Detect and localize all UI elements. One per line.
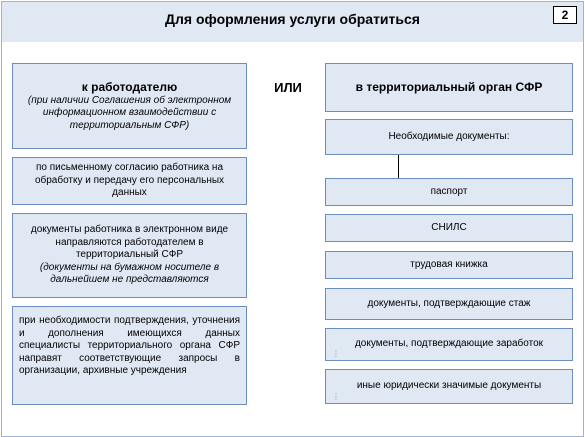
document-item-snils (325, 214, 573, 242)
page-title: Для оформления услуги обратиться (165, 11, 420, 27)
document-item-label: трудовая книжка (410, 258, 488, 270)
document-item-experience (325, 288, 573, 320)
document-item-label: СНИЛС (431, 221, 467, 233)
required-documents-box (325, 119, 573, 155)
verification-box (12, 306, 247, 405)
resize-dots-icon: ⋮ (332, 392, 340, 401)
electronic-documents-text: документы работника в электронном виде направляются работодателем в территориальный СФР (30, 224, 229, 261)
document-item-other (325, 369, 573, 404)
or-label: ИЛИ (274, 80, 302, 95)
sfr-title: в территориальный орган СФР (355, 80, 543, 94)
consent-text: по письменному согласию работника на обработку и передачу его персональных данных (34, 162, 225, 199)
connector-line (398, 155, 399, 178)
document-item-label: паспорт (430, 185, 468, 197)
consent-box (12, 157, 247, 205)
electronic-documents-box (12, 213, 247, 298)
document-item-label: иные юридически значимые документы (356, 380, 542, 392)
document-item-earnings (325, 328, 573, 361)
employer-note: (при наличии Соглашения об электронном информационном взаимодействии с территориальным СФР) (27, 94, 232, 131)
electronic-documents-note: (документы на бумажном носителе в дальнейшем не представляются (39, 261, 220, 286)
document-item-work-book (325, 251, 573, 279)
document-item-passport (325, 178, 573, 206)
verification-text: при необходимости подтверждения, уточнения и дополнения имеющихся данных специалисты территориального органа СФР направят соответствующие запросы в организации, архивные учреждения (19, 315, 240, 376)
document-item-label: документы, подтверждающие стаж (367, 297, 531, 309)
required-documents-header: Необходимые документы: (388, 130, 510, 142)
slide-number: 2 (553, 6, 577, 24)
employer-box (12, 63, 247, 149)
sfr-box (325, 63, 573, 112)
resize-dots-icon: ⋮ (332, 349, 340, 358)
employer-title: к работодателю (81, 79, 178, 94)
document-item-label: документы, подтверждающие заработок (354, 338, 544, 350)
